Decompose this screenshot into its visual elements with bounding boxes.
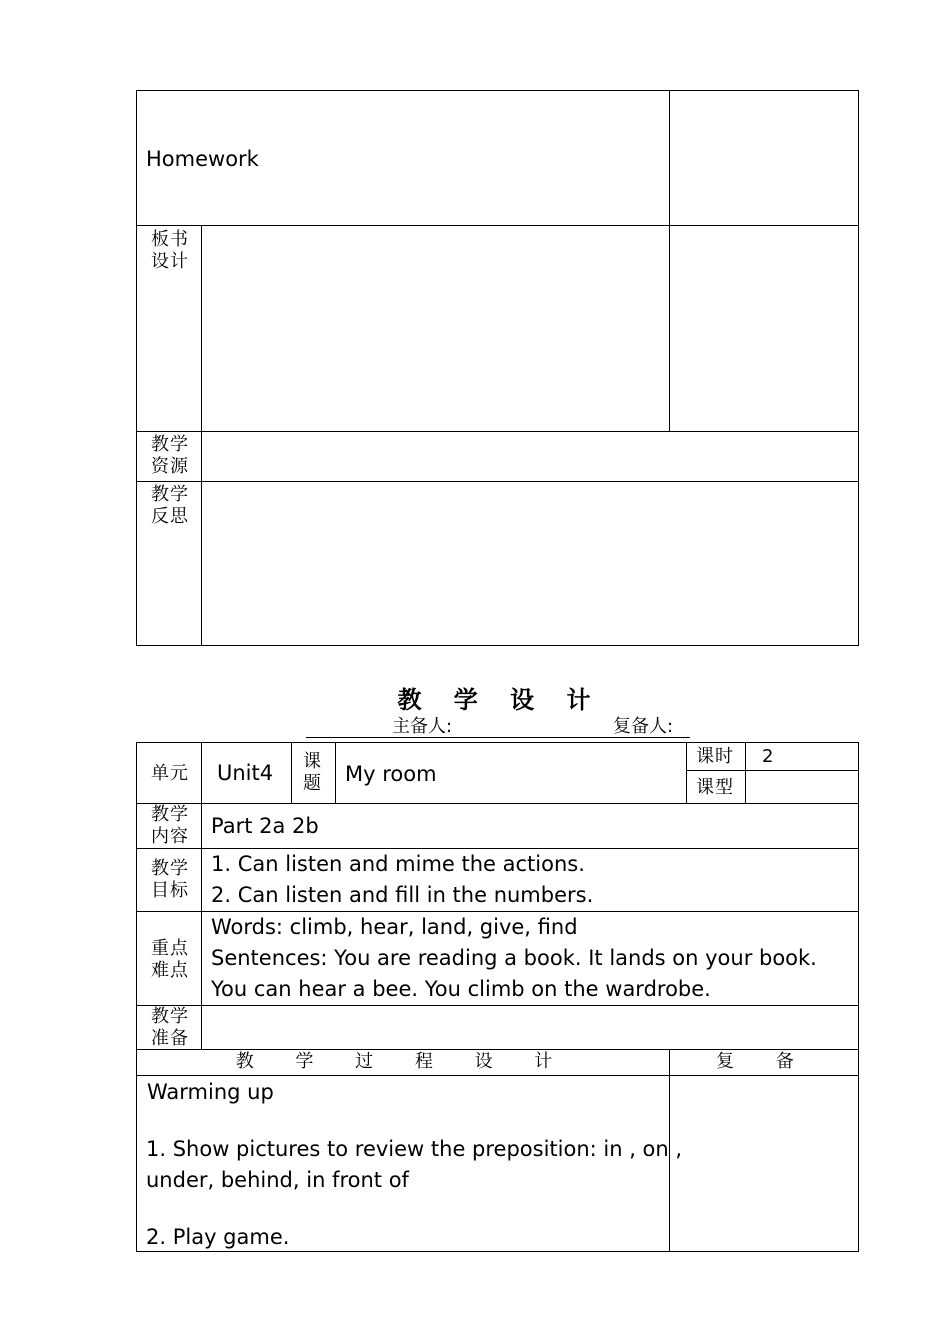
top-table	[136, 90, 859, 646]
resources-label	[151, 434, 189, 478]
main-preparer-label: 主备人:	[392, 716, 453, 737]
process-header: 教 学 过 程 设 计	[235, 1051, 571, 1072]
content-label-line2: 内容	[151, 826, 189, 847]
unit-label: 单元	[151, 763, 189, 784]
resources-label-line1: 教学	[151, 434, 189, 455]
prep-label-line2: 准备	[151, 1028, 189, 1049]
key-points-label-line2: 难点	[151, 960, 189, 981]
process-step-1-line1: 1. Show pictures to review the preposition: in , on ,	[146, 1137, 683, 1161]
key-points-label	[151, 938, 189, 982]
prep-label	[151, 1006, 189, 1050]
content-label-line1: 教学	[151, 804, 189, 825]
lesson-table	[136, 742, 859, 1252]
process-step-2: 2. Play game.	[146, 1225, 290, 1249]
goals-label	[151, 858, 189, 902]
period-value: 2	[762, 746, 775, 767]
preparer-line	[306, 716, 690, 738]
prep-label-line1: 教学	[151, 1006, 189, 1027]
type-label: 课型	[696, 777, 734, 798]
reflection-label	[151, 484, 189, 528]
content-value: Part 2a 2b	[211, 814, 319, 838]
review-header: 复 备	[716, 1051, 812, 1072]
co-preparer-label: 复备人:	[613, 716, 674, 737]
goals-label-line1: 教学	[151, 858, 189, 879]
topic-value: My room	[345, 762, 437, 786]
key-point-item: Words: climb, hear, land, give, find	[211, 915, 578, 939]
key-points-list	[211, 912, 817, 1005]
warming-up-heading: Warming up	[147, 1080, 274, 1104]
key-point-item: You can hear a bee. You climb on the wardrobe.	[211, 977, 711, 1001]
homework-label: Homework	[146, 147, 259, 171]
goal-item: 2. Can listen and fill in the numbers.	[211, 883, 594, 907]
content-label	[151, 804, 189, 848]
goal-item: 1. Can listen and mime the actions.	[211, 852, 585, 876]
topic-label-line2: 题	[303, 773, 321, 794]
goals-list	[211, 849, 593, 911]
resources-label-line2: 资源	[151, 456, 189, 477]
unit-value: Unit4	[217, 761, 274, 785]
period-label: 课时	[696, 746, 734, 767]
key-points-label-line1: 重点	[151, 938, 189, 959]
page-title: 教 学 设 计	[397, 686, 603, 714]
goals-label-line2: 目标	[151, 880, 189, 901]
board-design-label	[151, 229, 189, 273]
topic-label-line1: 课	[303, 751, 321, 772]
process-step-1-line2: under, behind, in front of	[146, 1168, 409, 1192]
board-design-label-line1: 板书	[151, 229, 189, 250]
key-point-item: Sentences: You are reading a book. It lands on your book.	[211, 946, 817, 970]
board-design-label-line2: 设计	[151, 251, 189, 272]
topic-label	[303, 751, 321, 795]
reflection-label-line2: 反思	[151, 506, 189, 527]
reflection-label-line1: 教学	[151, 484, 189, 505]
